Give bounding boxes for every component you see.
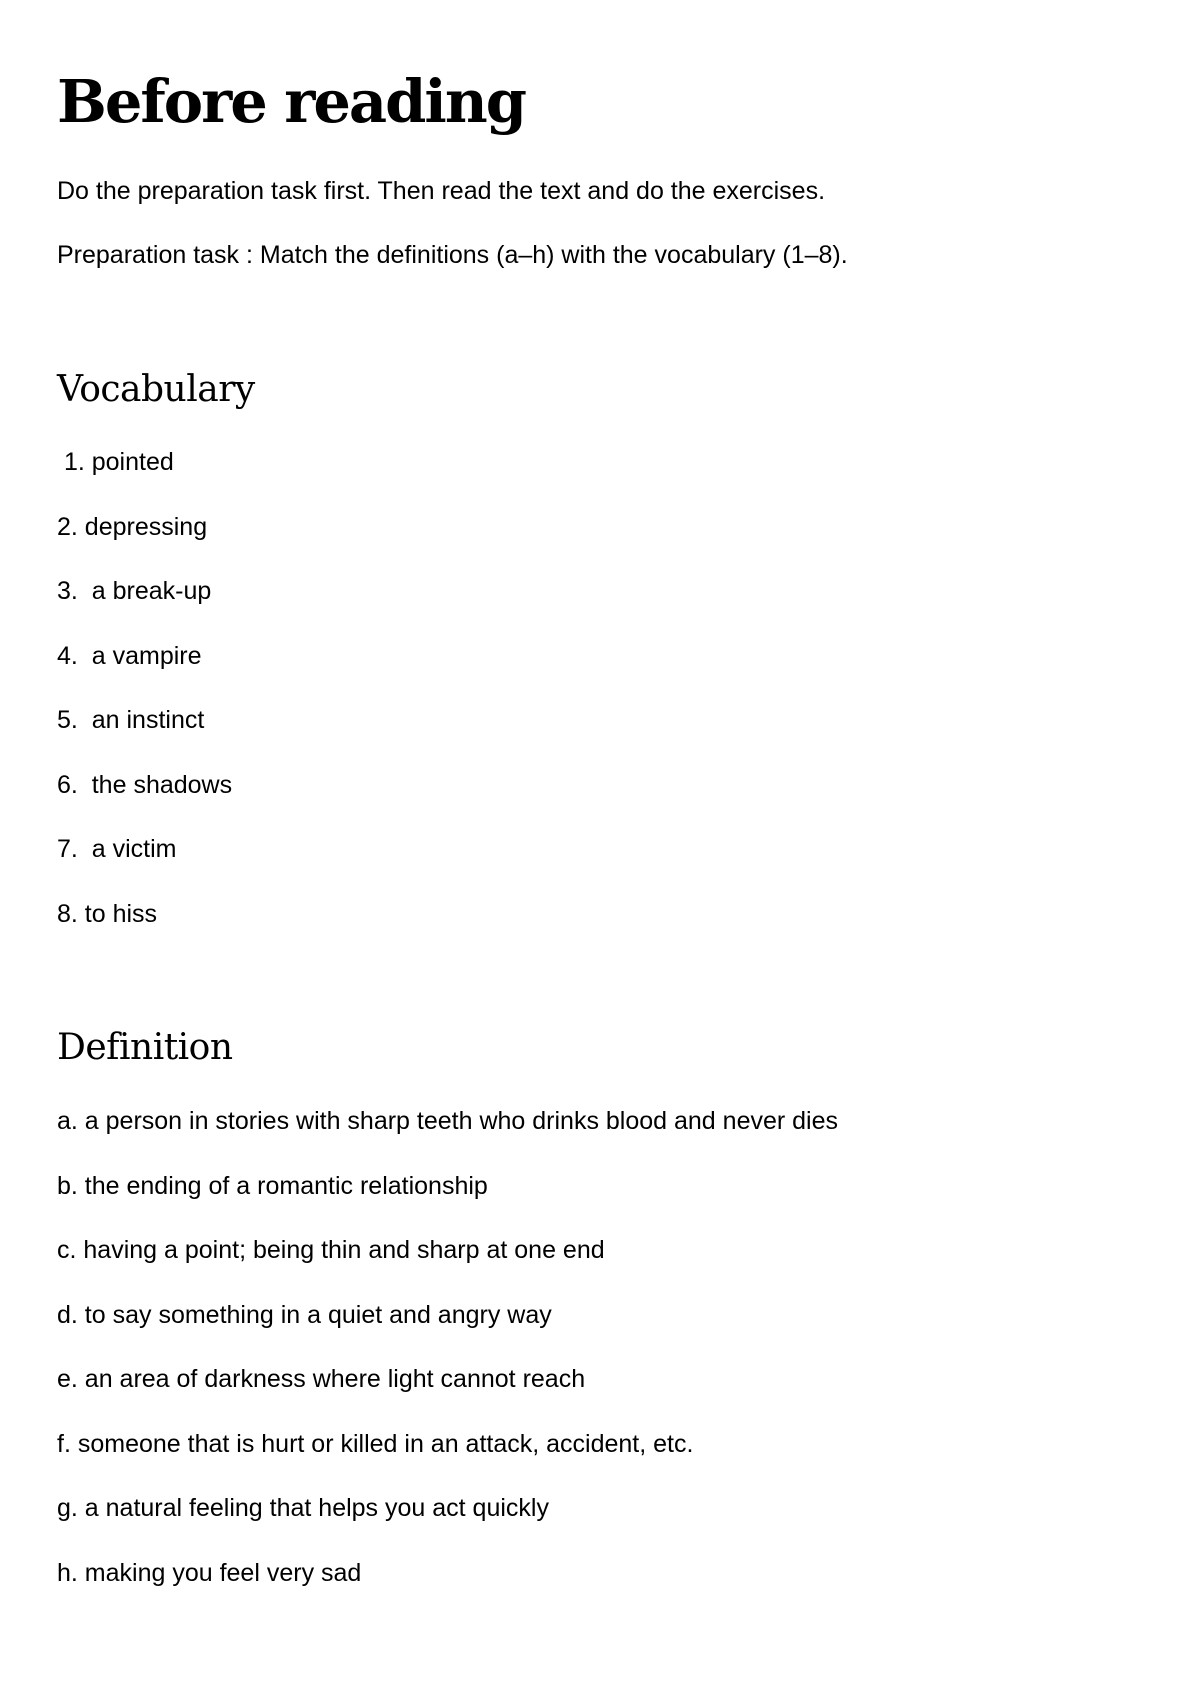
definition-item: f. someone that is hurt or killed in an attack, accident, etc. [57, 1429, 694, 1458]
instruction-text: Do the preparation task first. Then read the text and do the exercises. [57, 177, 826, 205]
vocabulary-heading: Vocabulary [57, 369, 255, 410]
vocabulary-item: 2. depressing [57, 512, 208, 541]
definition-item: h. making you feel very sad [57, 1558, 362, 1587]
definition-item: d. to say something in a quiet and angry way [57, 1300, 552, 1329]
definition-item: c. having a point; being thin and sharp at one end [57, 1236, 605, 1264]
vocabulary-item: 4. a vampire [57, 641, 202, 670]
definition-item: b. the ending of a romantic relationship [57, 1171, 488, 1200]
definition-item: g. a natural feeling that helps you act quickly [57, 1494, 549, 1522]
preparation-task-text: Preparation task : Match the definitions (a–h) with the vocabulary (1–8). [57, 241, 848, 269]
vocabulary-item: 5. an instinct [57, 706, 205, 734]
vocabulary-item: 1. pointed [57, 448, 174, 476]
vocabulary-item: 3. a break-up [57, 577, 212, 605]
definition-item: a. a person in stories with sharp teeth who drinks blood and never dies [57, 1107, 839, 1135]
definition-item: e. an area of darkness where light cannot reach [57, 1365, 586, 1393]
vocabulary-item: 6. the shadows [57, 770, 233, 799]
vocabulary-list [57, 446, 232, 962]
page-title: Before reading [57, 67, 525, 136]
vocabulary-item: 7. a victim [57, 835, 177, 863]
definition-list [57, 1105, 838, 1621]
vocabulary-item: 8. to hiss [57, 899, 158, 928]
definition-heading: Definition [57, 1027, 233, 1068]
